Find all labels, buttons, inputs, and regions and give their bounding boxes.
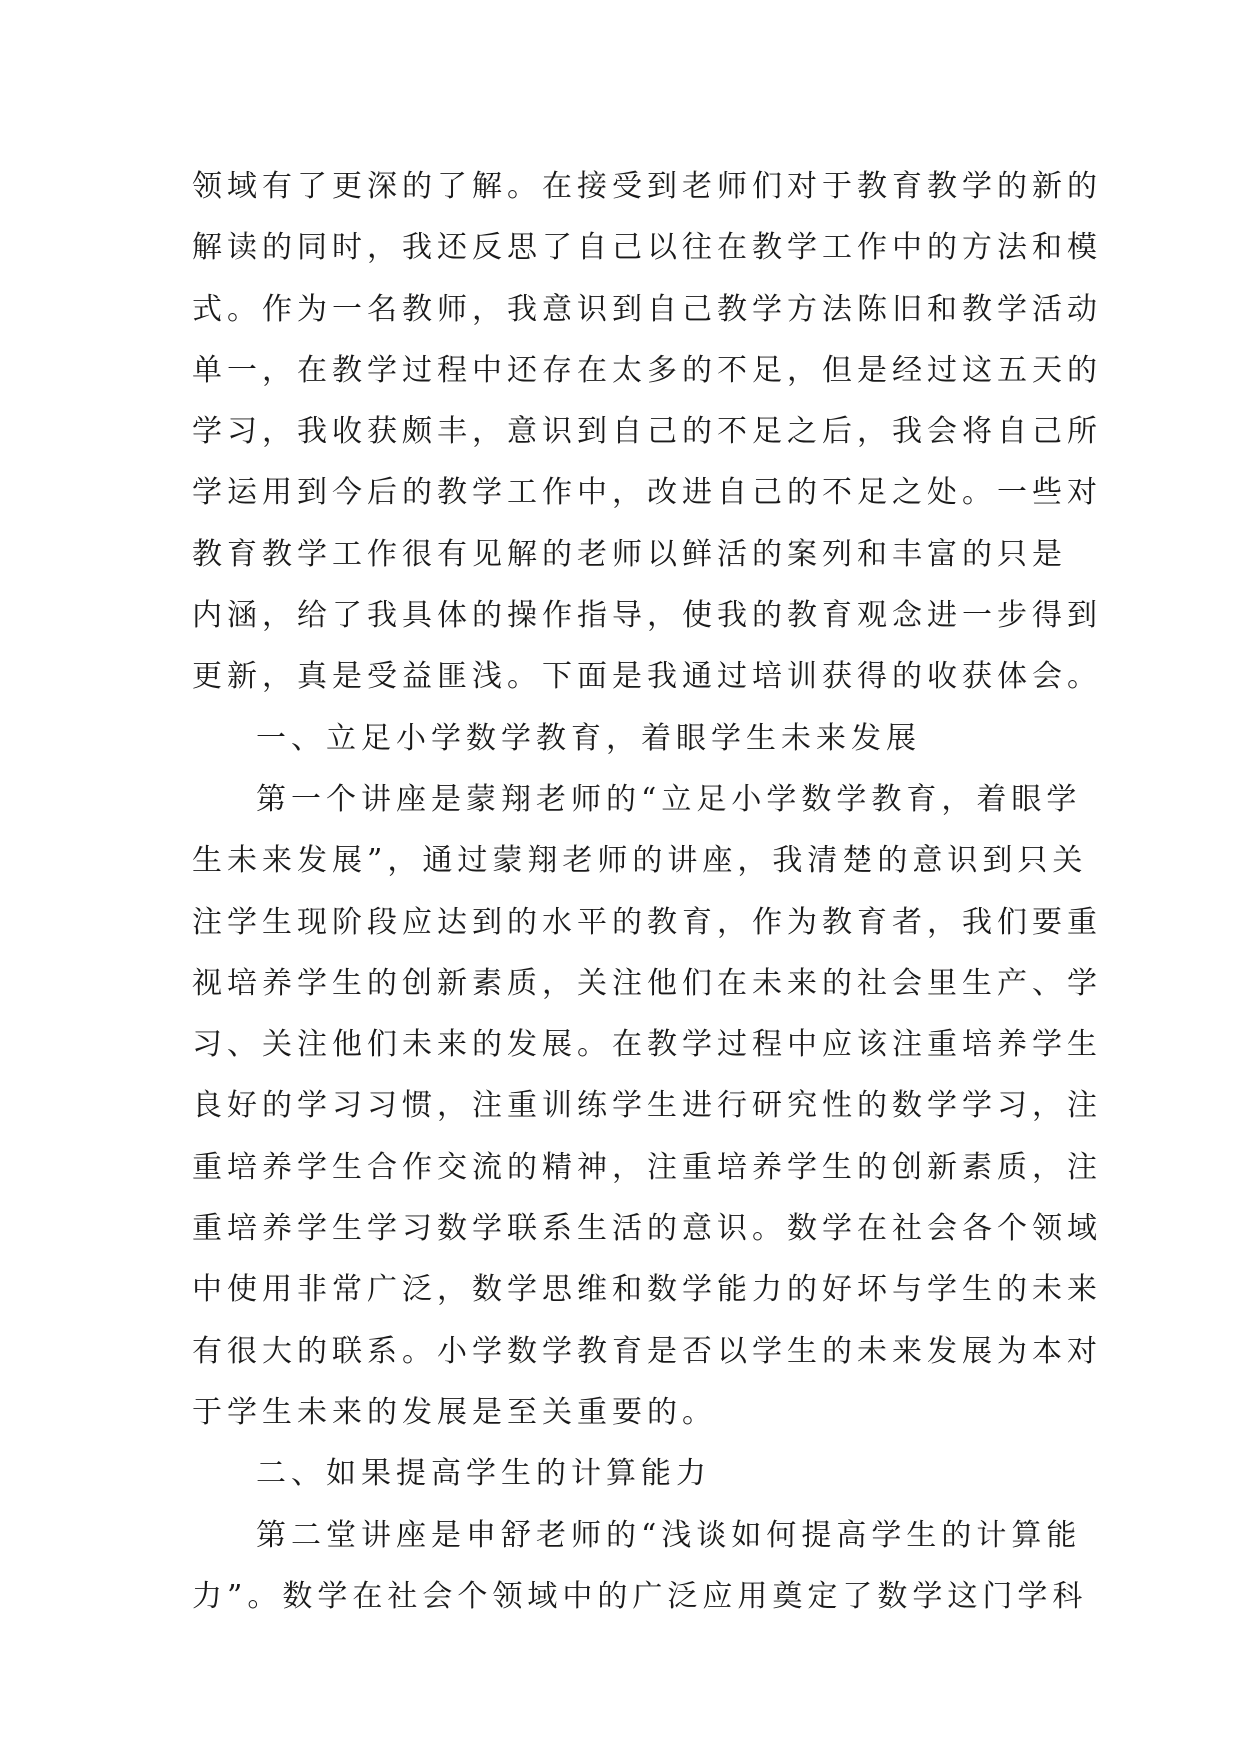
text-line: 注学生现阶段应达到的水平的教育，作为教育者，我们要重 [192, 904, 1102, 940]
text-line: 生未来发展”，通过蒙翔老师的讲座，我清楚的意识到只关 [192, 843, 1088, 879]
text-line: 二、如果提高学生的计算能力 [256, 1456, 711, 1492]
text-line: 中使用非常广泛，数学思维和数学能力的好坏与学生的未来 [192, 1272, 1102, 1308]
text-line: 良好的学习习惯，注重训练学生进行研究性的数学学习，注 [192, 1088, 1102, 1124]
text-line: 式。作为一名教师，我意识到自己教学方法陈旧和教学活动 [192, 291, 1102, 327]
text-line: 重培养学生合作交流的精神，注重培养学生的创新素质，注 [192, 1149, 1102, 1185]
text-line: 习、关注他们未来的发展。在教学过程中应该注重培养学生 [192, 1027, 1102, 1063]
text-line: 第二堂讲座是申舒老师的“浅谈如何提高学生的计算能 [256, 1517, 1082, 1553]
body-text [192, 156, 1102, 1627]
text-line: 教育教学工作很有见解的老师以鲜活的案列和丰富的只是 [192, 536, 1067, 572]
text-line: 于学生未来的发展是至关重要的。 [192, 1394, 717, 1430]
text-line: 解读的同时，我还反思了自己以往在教学工作中的方法和模 [192, 230, 1102, 266]
text-line: 学运用到今后的教学工作中，改进自己的不足之处。一些对 [192, 475, 1102, 511]
text-line: 有很大的联系。小学数学教育是否以学生的未来发展为本对 [192, 1333, 1102, 1369]
text-line: 力”。数学在社会个领域中的广泛应用奠定了数学这门学科 [192, 1578, 1088, 1614]
text-line: 单一，在教学过程中还存在太多的不足，但是经过这五天的 [192, 352, 1102, 388]
text-line: 内涵，给了我具体的操作指导，使我的教育观念进一步得到 [192, 598, 1102, 634]
text-line: 第一个讲座是蒙翔老师的“立足小学数学教育，着眼学 [256, 781, 1082, 817]
text-line: 学习，我收获颇丰，意识到自己的不足之后，我会将自己所 [192, 414, 1102, 450]
text-line: 更新，真是受益匪浅。下面是我通过培训获得的收获体会。 [192, 659, 1102, 695]
text-line: 领域有了更深的了解。在接受到老师们对于教育教学的新的 [192, 169, 1102, 204]
text-line: 一、立足小学数学教育，着眼学生未来发展 [256, 720, 921, 756]
text-line: 重培养学生学习数学联系生活的意识。数学在社会各个领域 [192, 1211, 1102, 1247]
text-line: 视培养学生的创新素质，关注他们在未来的社会里生产、学 [192, 965, 1102, 1001]
